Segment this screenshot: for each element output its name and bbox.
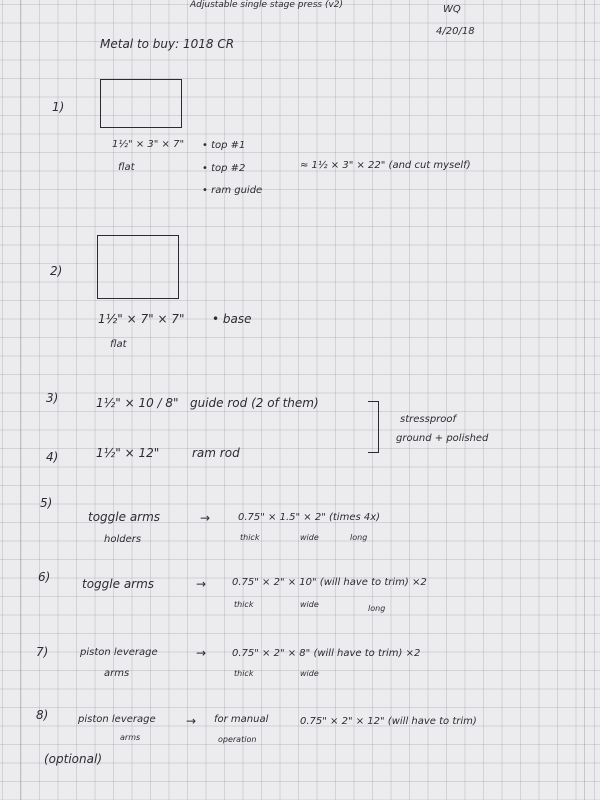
item-spec: 0.75" × 2" × 12" (will have to trim) — [300, 716, 477, 727]
manual-note: for manual — [214, 714, 269, 725]
item-description: piston leverage — [78, 714, 156, 725]
item-spec: 0.75" × 1.5" × 2" (times 4x) — [238, 512, 381, 523]
item-number: 6) — [38, 570, 51, 584]
item-shape: flat — [118, 162, 135, 173]
flat-stock-sketch — [97, 235, 179, 299]
item-number: 8) — [36, 708, 49, 722]
part-name: • base — [212, 312, 252, 326]
spec-label: long — [368, 604, 386, 613]
item-number: 3) — [46, 391, 59, 405]
item-dimensions: 1½" × 3" × 7" — [112, 139, 185, 150]
part-name: • ram guide — [202, 185, 263, 196]
manual-note: operation — [218, 735, 257, 744]
item-description: guide rod (2 of them) — [190, 396, 319, 410]
item-description: holders — [104, 534, 142, 545]
item-number: 7) — [36, 645, 49, 659]
spec-label: wide — [300, 669, 319, 678]
spec-label: wide — [300, 533, 319, 542]
item-spec: 0.75" × 2" × 10" (will have to trim) ×2 — [232, 577, 427, 588]
spec-label: thick — [234, 669, 254, 678]
spec-label: thick — [240, 533, 260, 542]
author-initials: WQ — [443, 4, 461, 15]
item-spec: 0.75" × 2" × 8" (will have to trim) ×2 — [232, 648, 421, 659]
item-shape: flat — [110, 339, 127, 350]
item-dimensions: 1½" × 7" × 7" — [98, 312, 185, 326]
item-description: piston leverage — [80, 647, 158, 658]
item-number: 4) — [46, 450, 59, 464]
part-name: • top #2 — [202, 163, 246, 174]
item-description: toggle arms — [88, 510, 161, 524]
item-number: 5) — [40, 496, 53, 510]
grouping-bracket — [368, 401, 379, 453]
flat-stock-sketch — [100, 79, 182, 128]
part-name: • top #1 — [202, 140, 246, 151]
item-description: arms — [120, 733, 141, 742]
bracket-note: stressproof — [400, 414, 457, 425]
metal-to-buy: Metal to buy: 1018 CR — [100, 37, 235, 51]
bracket-note: ground + polished — [396, 433, 489, 444]
item-number: 2) — [50, 264, 63, 278]
page-title: Adjustable single stage press (v2) — [190, 0, 344, 10]
item-description: ram rod — [192, 446, 240, 460]
item-description: arms — [104, 668, 130, 679]
arrow: → — [200, 511, 211, 525]
arrow: → — [186, 714, 197, 728]
item-number: 1) — [52, 100, 65, 114]
item-description: toggle arms — [82, 577, 155, 591]
left-margin-line — [20, 0, 21, 800]
item-dimensions: 1½" × 10 / 8" — [96, 396, 179, 410]
spec-label: long — [350, 533, 368, 542]
cut-note: ≈ 1½ × 3" × 22" (and cut myself) — [300, 160, 471, 171]
optional-tag: (optional) — [44, 752, 102, 766]
date: 4/20/18 — [436, 26, 475, 37]
spec-label: wide — [300, 600, 319, 609]
spec-label: thick — [234, 600, 254, 609]
arrow: → — [196, 646, 207, 660]
item-dimensions: 1½" × 12" — [96, 446, 160, 460]
arrow: → — [196, 577, 207, 591]
right-margin-line — [584, 0, 585, 800]
